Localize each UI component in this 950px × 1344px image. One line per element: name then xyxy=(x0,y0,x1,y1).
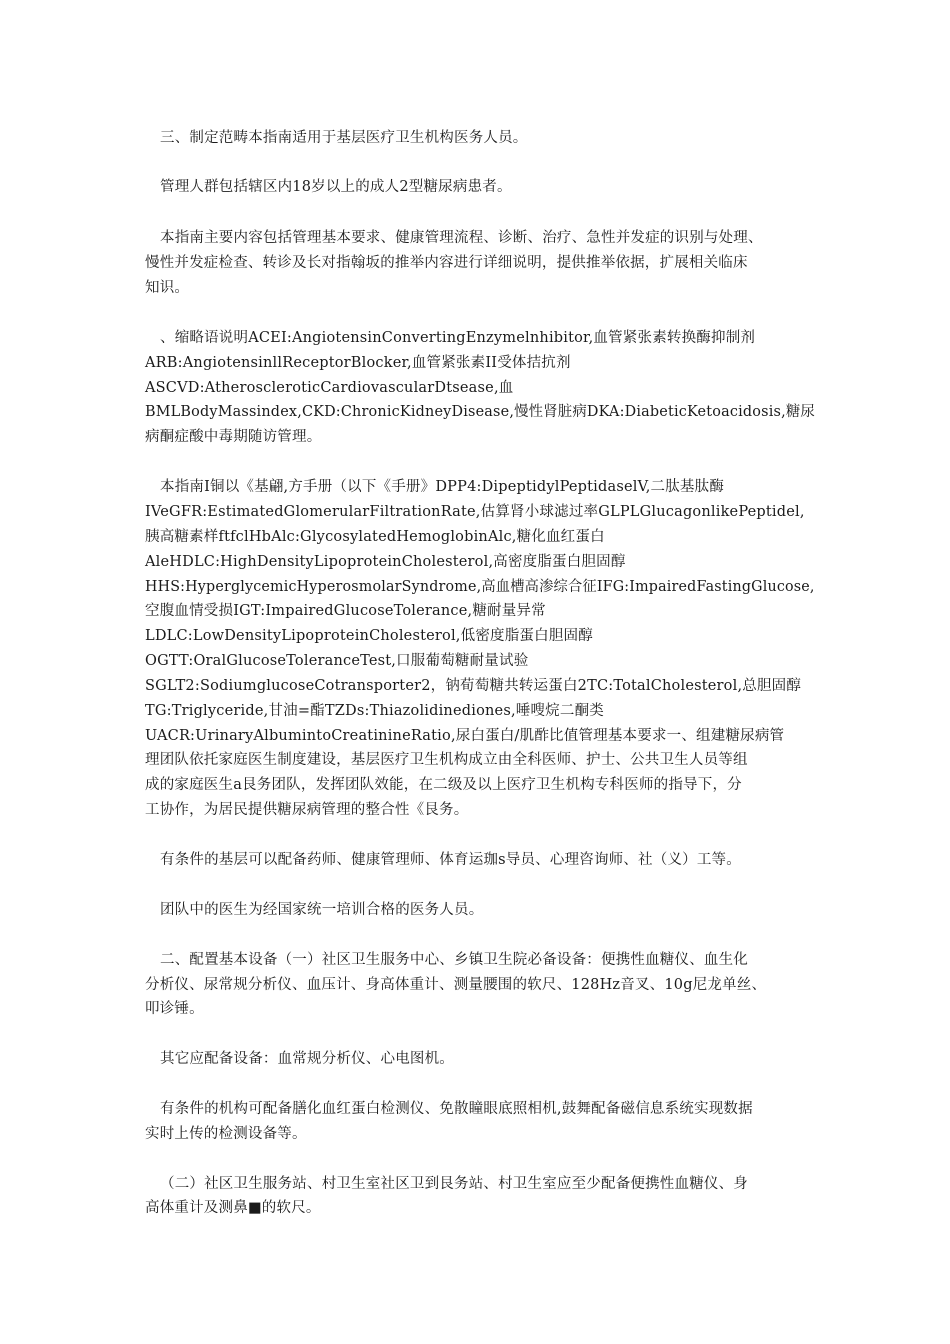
text-line: UACR:UrinaryAlbumintoCreatinineRatio,尿白蛋白/肌酢比值管理基本要求一、组建糖尿病管 xyxy=(145,728,785,744)
text-line: 知识。 xyxy=(145,280,190,296)
text-line: 二、配置基本设备（一）社区卫生服务中心、乡镇卫生院必备设备：便携性血糖仪、血生化 xyxy=(160,952,748,968)
text-line: 三、制定范畴本指南适用于基层医疗卫生机构医务人员。 xyxy=(160,130,528,146)
text-line: BMLBodyMassindex,CKD:ChronicKidneyDisease,慢性肾脏病DKA:DiabeticKetoacidosis,糖尿 xyxy=(145,404,815,420)
text-line: 胰高糖素样ftfclHbAlc:GlycosylatedHemoglobinAlc,糖化血红蛋白 xyxy=(145,529,605,545)
text-line: 成的家庭医生a艮务团队，发挥团队效能，在二级及以上医疗卫生机构专科医师的指导下，分 xyxy=(145,777,742,793)
text-line: ASCVD:AtheroscleroticCardiovascularDtsease,血 xyxy=(145,380,514,396)
text-line: 管理人群包括辖区内18岁以上的成人2型糖尿病患者。 xyxy=(160,179,512,195)
text-line: HHS:HyperglycemicHyperosmolarSyndrome,高血槽高渗综合征IFG:ImpairedFastingGlucose, xyxy=(145,579,815,595)
text-line: 实时上传的检测设备等。 xyxy=(145,1126,307,1142)
text-line: LDLC:LowDensityLipoproteinCholesterol,低密度脂蛋白胆固醇 xyxy=(145,628,593,644)
text-line: TG:Triglyceride,甘油=酯TZDs:Thiazolidinediones,唾嗖烷二酮类 xyxy=(145,703,604,719)
text-line: 有条件的机构可配备膳化血红蛋白检测仪、免散瞳眼底照相机,鼓舞配备磁信息系统实现数据 xyxy=(160,1101,753,1117)
text-line: 本指南I铜以《基翩,方手册（以下《手册》DPP4:DipeptidylPeptidaselV,二肽基肽酶 xyxy=(160,479,725,495)
text-line: 有条件的基层可以配备药师、健康管理师、体育运珈s导员、心理咨询师、社（义）工等。 xyxy=(160,852,741,868)
text-line: 空腹血情受损IGT:ImpairedGlucoseTolerance,糖耐量异常 xyxy=(145,603,546,619)
text-line: （二）社区卫生服务站、村卫生室社区卫到艮务站、村卫生室应至少配备便携性血糖仪、身 xyxy=(160,1176,748,1192)
text-line: SGLT2:SodiumglucoseCotransporter2，钠荀萄糖共转运蛋白2TC:TotalCholesterol,总胆固醇 xyxy=(145,678,802,694)
text-line: OGTT:OralGlucoseToleranceTest,口服葡萄糖耐量试验 xyxy=(145,653,529,669)
text-line: 理团队依托家庭医生制度建设，基层医疗卫生机构成立由全科医师、护士、公共卫生人员等组 xyxy=(145,752,748,768)
text-line: 高体重计及测鼻■的软尺。 xyxy=(145,1200,321,1216)
text-line: 病酮症酸中毒期随访管理。 xyxy=(145,429,322,445)
text-line: 团队中的医生为经国家统一培训合格的医务人员。 xyxy=(160,902,484,918)
text-line: 工协作，为居民提供糖尿病管理的整合性《艮务。 xyxy=(145,802,469,818)
text-line: 慢性并发症检查、转诊及长对指翰坂的推举内容进行详细说明，提供推举依据，扩展相关临床 xyxy=(145,255,748,271)
text-line: 本指南主要内容包括管理基本要求、健康管理流程、诊断、治疗、急性并发症的识别与处理、 xyxy=(160,230,763,246)
text-line: IVeGFR:EstimatedGlomerularFiltrationRate,估算肾小球滤过率GLPLGlucagonlikePeptidel, xyxy=(145,504,805,520)
text-line: AleHDLC:HighDensityLipoproteinCholesterol,高密度脂蛋白胆固醇 xyxy=(145,554,626,570)
text-line: ARB:AngiotensinllReceptorBlocker,血管紧张素II受体拮抗剂 xyxy=(145,355,571,371)
text-line: 分析仪、尿常规分析仪、血压计、身高体重计、测量腰围的软尺、128Hz音叉、10g尼龙单丝、 xyxy=(145,977,767,993)
text-line: 、缩略语说明ACEI:AngiotensinConvertingEnzymelnhibitor,血管紧张素转换酶抑制剂 xyxy=(160,330,756,346)
text-line: 其它应配备设备：血常规分析仪、心电图机。 xyxy=(160,1051,454,1067)
text-line: 叩诊锤。 xyxy=(145,1001,204,1017)
